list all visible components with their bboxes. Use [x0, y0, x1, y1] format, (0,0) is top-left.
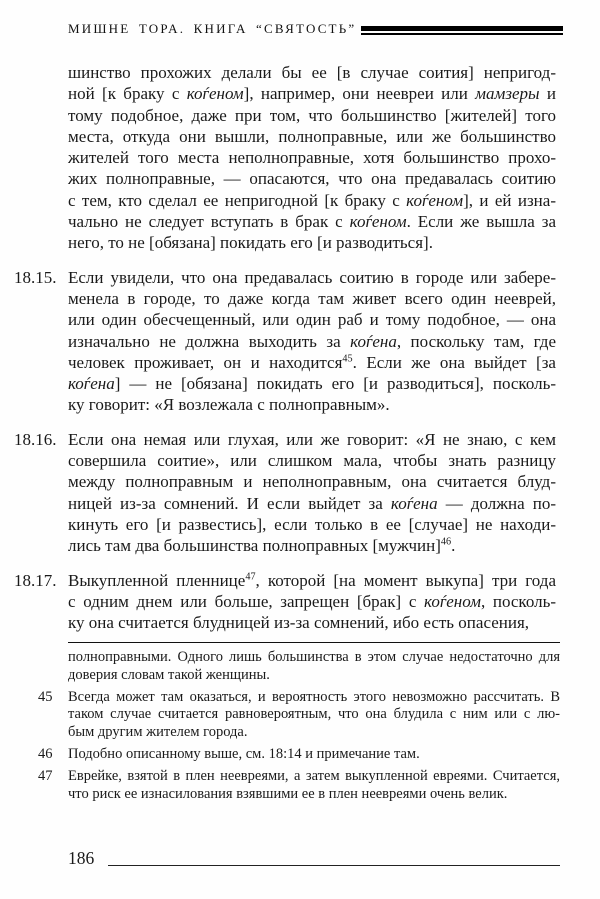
text-line: доверия словам такой женщины.: [68, 666, 270, 683]
footnote-number: [14, 649, 68, 685]
text-line: ку она считается блудницей из-за сомнений, ибо есть опасения,: [68, 613, 530, 633]
text-line: лись там два большинства полноправных [мужчин]$^{46}$.: [68, 536, 456, 556]
body-text: [14, 62, 556, 633]
running-head: [68, 21, 563, 37]
text-line: Выкупленной пленнице$^{47}$, которой [на момент выкупа] три года: [68, 570, 556, 590]
header-rule-thick-line: [361, 26, 563, 31]
text-line: жителей того места неполноправные, хотя большинство прохо-: [68, 148, 556, 168]
text-line: совершила соитие», или слишком мала, чтобы знать разницу: [68, 451, 556, 471]
paragraph-text: [68, 267, 556, 416]
text-line: ной [к браку с коѓеном], например, они неевреи или мамзеры и: [68, 84, 557, 104]
text-line: ницей из-за сомнений. И если выйдет за коѓена — должна по-: [68, 493, 556, 513]
text-line: изначально не должна выходить за коѓена, поскольку там, где: [68, 331, 556, 351]
text-line: коѓена] — не [обязана] покидать его [и разводиться], посколь-: [68, 374, 556, 394]
text-line: что риск ее изнасилования взявшими ее в плен неевреями очень велик.: [68, 785, 508, 802]
text-line: тому подобное, даже при том, что большинство [жителей] того: [68, 105, 556, 125]
text-line: жих полноправные, — опасаются, что она предавалась соитию: [68, 169, 556, 189]
text-line: между полноправным и неполноправным, она считается блуд-: [68, 472, 556, 492]
paragraph-text: [68, 570, 556, 634]
footnote-separator: [68, 642, 560, 643]
footnote-number: 45: [38, 688, 53, 705]
text-line: кинуть его [и развестись], если только в ее [случае] не находи-: [68, 514, 556, 534]
paragraph: [14, 62, 556, 254]
text-line: с тем, кто сделал ее непригодной [к браку с коѓеном], и ей изна-: [68, 190, 556, 210]
text-line: Если увидели, что она предавалась соитию в городе или забере-: [68, 267, 556, 287]
paragraph-number: 18.17.: [14, 570, 57, 590]
text-line: полноправными. Одного лишь большинства в этом случае недостаточно для: [68, 649, 560, 665]
text-line: него, то не [обязана] покидать его [и разводиться].: [68, 233, 433, 253]
footnote: [14, 649, 560, 685]
paragraph: [14, 429, 556, 557]
text-line: Всегда может там оказаться, и вероятность этого невозможно рассчитать. В: [68, 688, 560, 705]
text-line: чально не следует вступать в брак с коѓеном. Если же вышла за: [68, 212, 557, 232]
footnote-text: [68, 768, 560, 804]
text-line: Если она немая или глухая, или же говорит: «Я не знаю, с кем: [68, 429, 556, 449]
footnote: [14, 768, 560, 804]
paragraph-text: [68, 429, 556, 557]
text-line: таком случае считается равновероятным, что она блудила с ним или с лю-: [68, 706, 560, 723]
footer-rule: [108, 865, 560, 866]
footnote-number: 46: [38, 745, 53, 762]
footnote: [14, 746, 560, 764]
header-rule: [361, 26, 563, 35]
text-line: шинство прохожих делали бы ее [в случае соития] непригод-: [68, 63, 556, 82]
text-line: человек проживает, он и находится$^{45}$. Если же она выйдет [за: [68, 352, 556, 372]
running-head-title: МИШНЕ ТОРА. КНИГА “СВЯТОСТЬ”: [68, 21, 357, 36]
paragraph: [14, 267, 556, 416]
text-line: Еврейке, взятой в плен неевреями, а затем выкупленной евреями. Считается,: [68, 767, 560, 784]
text-line: бым другим жителем города.: [68, 724, 248, 741]
footnote-text: [68, 689, 560, 742]
footnote: [14, 689, 560, 742]
paragraph-number: 18.15.: [14, 267, 57, 287]
footnotes: [14, 649, 560, 803]
text-line: или один обесчещенный, или один раб и тому подобное, — она: [68, 310, 556, 330]
footnote-text: [68, 746, 560, 764]
paragraph-text: [68, 62, 556, 254]
text-line: менела в городе, то даже когда там живет всего один нееврей,: [68, 288, 556, 308]
footnote-number: 47: [38, 767, 53, 784]
text-line: Подобно описанному выше, см. 18:14 и примечание там.: [68, 745, 420, 762]
text-line: с одним днем или больше, запрещен [брак] с коѓеном, посколь-: [68, 591, 556, 611]
footnote-text: [68, 649, 560, 685]
header-rule-thin-line: [361, 33, 563, 35]
paragraph: [14, 570, 556, 634]
page-number: 186: [68, 848, 95, 868]
paragraph-number: 18.16.: [14, 429, 57, 449]
paragraph-number: [14, 62, 68, 254]
text-line: ку говорит: «Я возлежала с полноправным».: [68, 395, 390, 415]
text-line: места, откуда они вышли, полноправные, или же большинство: [68, 126, 556, 146]
